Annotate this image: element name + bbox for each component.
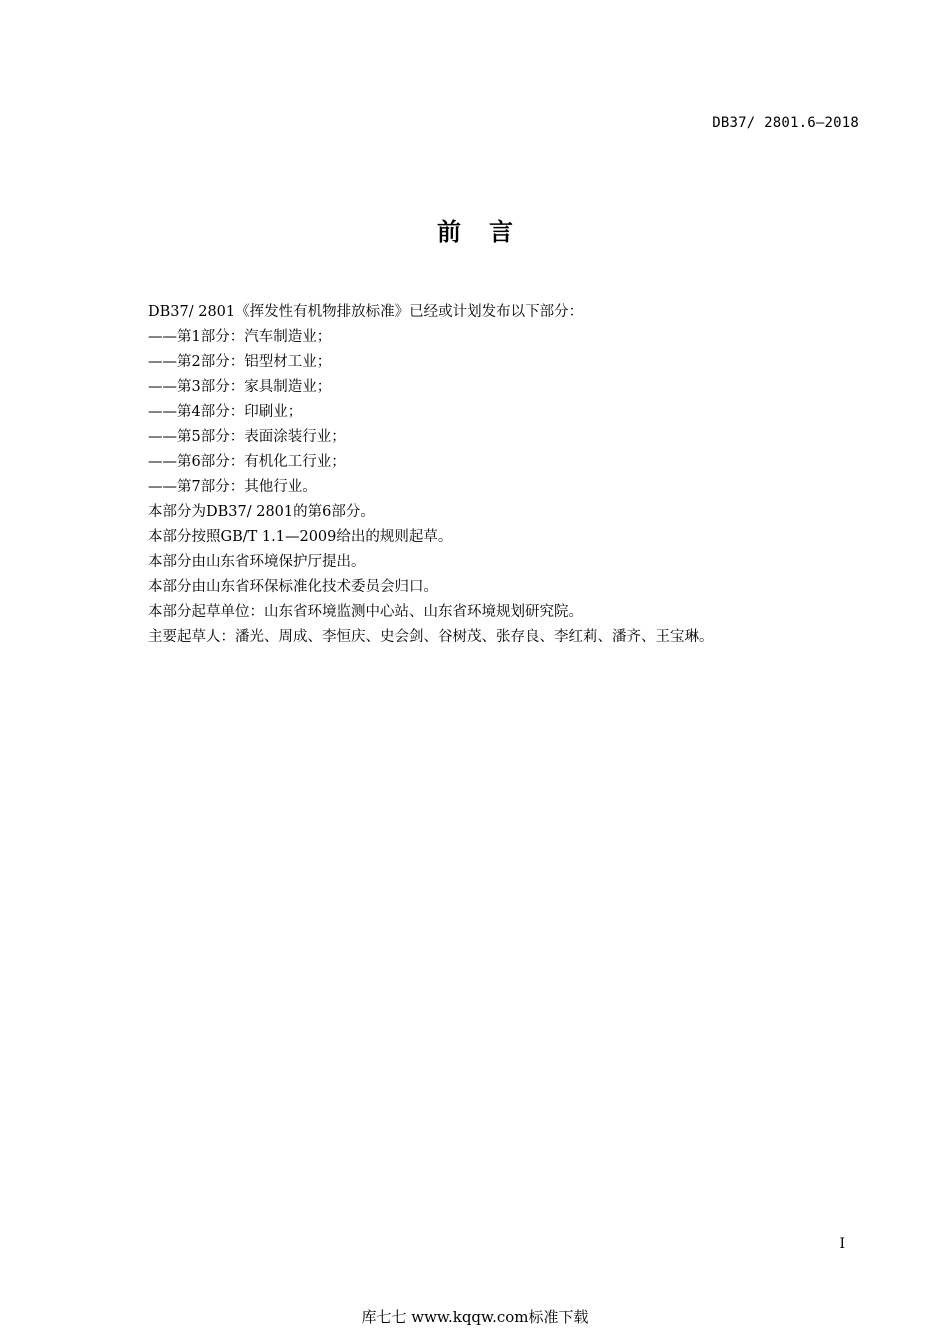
page-title: 前言 — [437, 218, 541, 246]
body-line: ——第5部分：表面涂装行业； — [148, 429, 346, 445]
document-code: DB37/ 2801.6—2018 — [712, 115, 859, 131]
body-line: 本部分为DB37/ 2801的第6部分。 — [148, 504, 375, 520]
body-line: 本部分由山东省环境保护厅提出。 — [148, 554, 366, 570]
foreword-body — [148, 300, 848, 650]
body-line: 主要起草人：潘光、周成、李恒庆、史会剑、谷树茂、张存良、李红莉、潘齐、王宝琳。 — [148, 629, 714, 645]
page-number: I — [839, 1236, 845, 1252]
body-line: ——第6部分：有机化工行业； — [148, 454, 346, 470]
footer-watermark: 库七七 www.kqqw.com标准下载 — [361, 1308, 589, 1326]
body-line: ——第2部分：铝型材工业； — [148, 354, 332, 370]
body-line: 本部分按照GB/T 1.1—2009给出的规则起草。 — [148, 529, 453, 545]
body-line: 本部分起草单位：山东省环境监测中心站、山东省环境规划研究院。 — [148, 604, 583, 620]
body-line: ——第4部分：印刷业； — [148, 404, 303, 420]
body-line: ——第1部分：汽车制造业； — [148, 329, 332, 345]
body-line: ——第7部分：其他行业。 — [148, 479, 317, 495]
body-line: 本部分由山东省环保标准化技术委员会归口。 — [148, 579, 438, 595]
body-line: DB37/ 2801《挥发性有机物排放标准》已经或计划发布以下部分： — [148, 304, 584, 320]
body-line: ——第3部分：家具制造业； — [148, 379, 332, 395]
